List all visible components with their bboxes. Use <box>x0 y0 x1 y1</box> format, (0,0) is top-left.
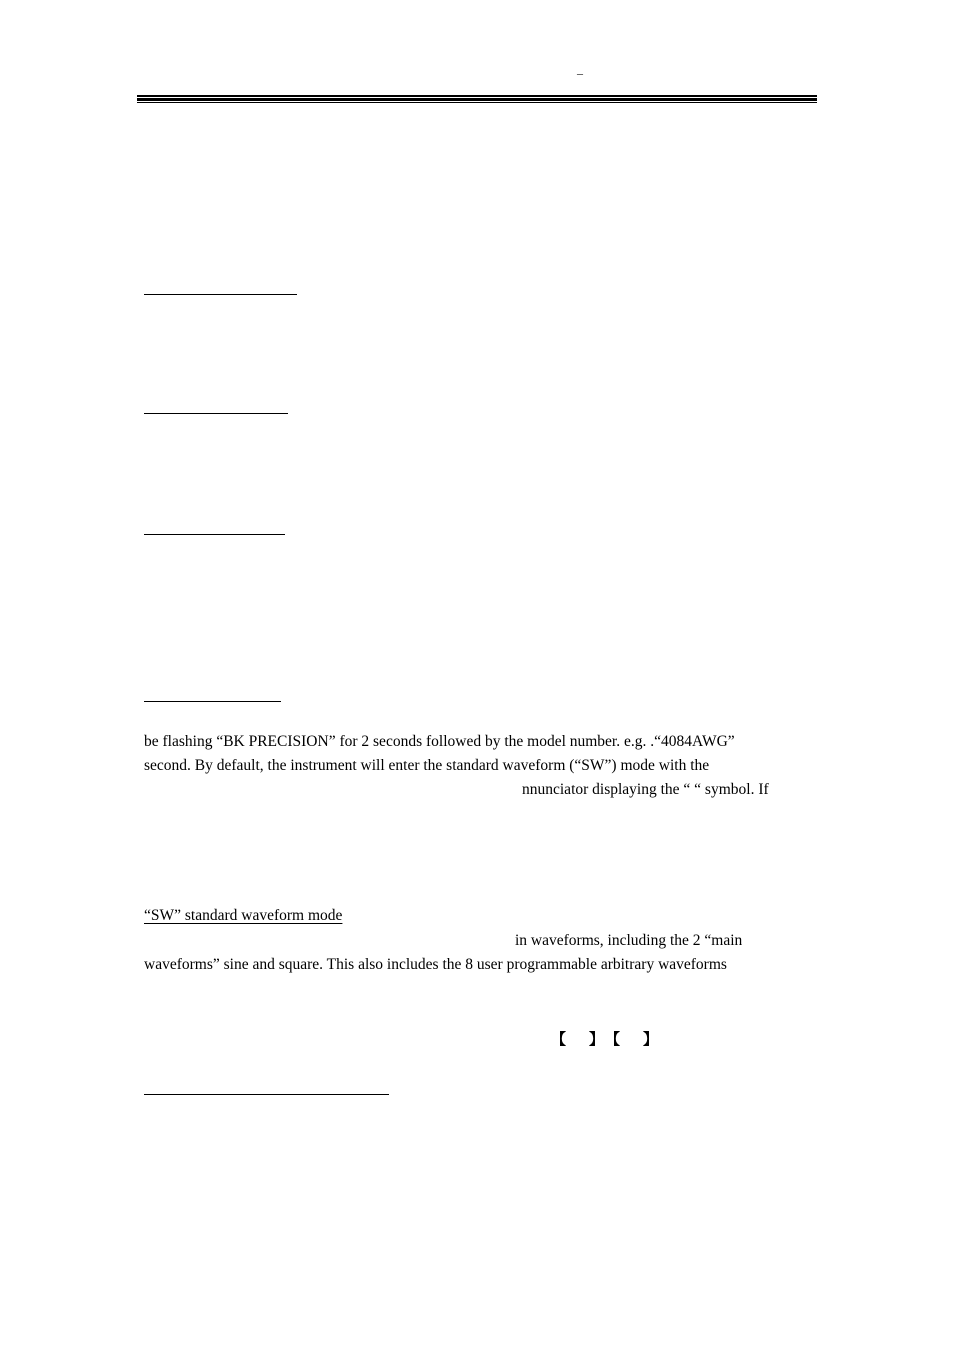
body-line-4: in waveforms, including the 2 “main <box>515 932 743 949</box>
header-rule-middle <box>137 98 817 101</box>
body-line-5: waveforms” sine and square. This also includes the 8 user programmable arbitrary waveforms <box>144 956 727 973</box>
key-bracket-open-1: 【 <box>551 1030 567 1048</box>
sw-mode-heading: “SW” standard waveform mode <box>144 907 343 924</box>
blank-heading-underline-1 <box>144 294 297 295</box>
header-rule-top <box>137 95 817 97</box>
body-line-3: nnunciator displaying the “ “ symbol. If <box>522 781 769 798</box>
blank-heading-underline-3 <box>144 534 285 535</box>
header-dash: – <box>577 66 583 80</box>
key-bracket-close-2: 】 <box>643 1030 659 1048</box>
key-bracket-open-2: 【 <box>605 1030 621 1048</box>
blank-heading-underline-5 <box>144 1094 389 1095</box>
header-rule-bottom <box>137 102 817 103</box>
key-bracket-close-1: 】 <box>589 1030 605 1048</box>
body-line-2: second. By default, the instrument will enter the standard waveform (“SW”) mode with the <box>144 757 710 774</box>
blank-heading-underline-2 <box>144 413 288 414</box>
body-line-1: be flashing “BK PRECISION” for 2 seconds followed by the model number. e.g. .“4084AWG” <box>144 733 735 750</box>
blank-heading-underline-4 <box>144 701 281 702</box>
